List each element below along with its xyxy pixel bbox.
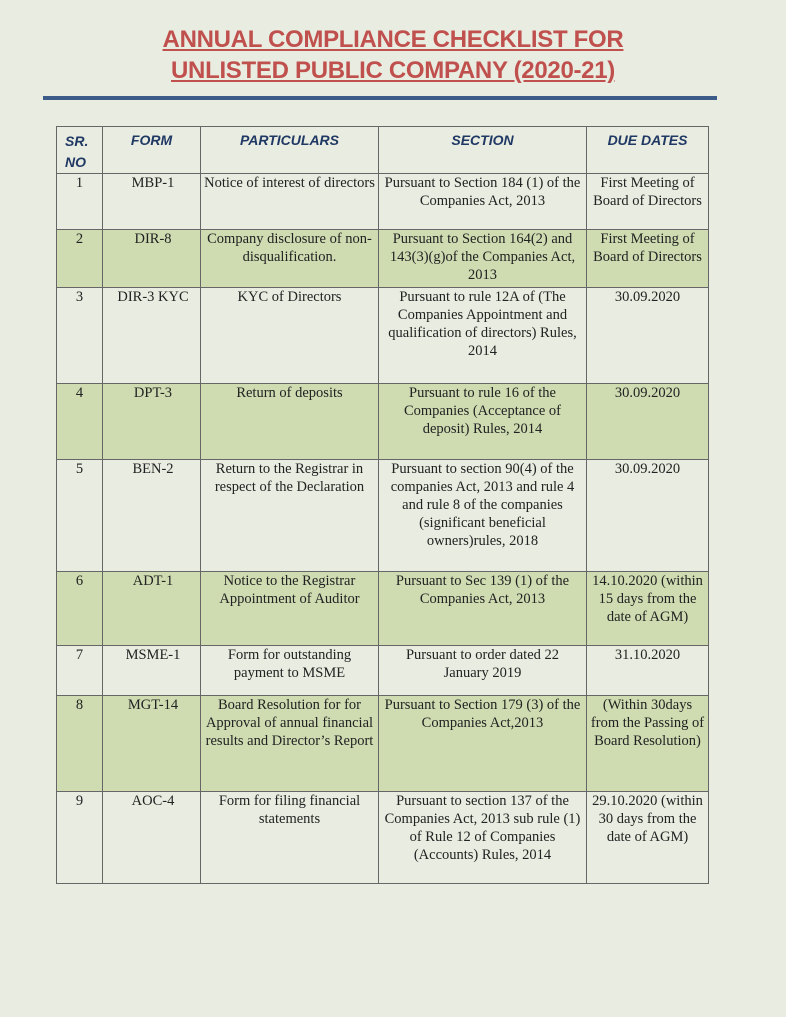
cell-particulars: Notice of interest of directors bbox=[201, 174, 379, 230]
cell-form: DIR-8 bbox=[103, 230, 201, 288]
cell-form: AOC-4 bbox=[103, 792, 201, 884]
cell-due-date: 30.09.2020 bbox=[587, 288, 709, 384]
cell-sr: 2 bbox=[57, 230, 103, 288]
header-form: FORM bbox=[103, 127, 201, 174]
cell-section: Pursuant to section 137 of the Companies Act, 2013 sub rule (1) of Rule 12 of Companies (Accounts) Rules, 2014 bbox=[379, 792, 587, 884]
cell-section: Pursuant to rule 16 of the Companies (Acceptance of deposit) Rules, 2014 bbox=[379, 384, 587, 460]
cell-sr: 1 bbox=[57, 174, 103, 230]
cell-particulars: KYC of Directors bbox=[201, 288, 379, 384]
table-row bbox=[57, 384, 709, 460]
table-row bbox=[57, 288, 709, 384]
table-row bbox=[57, 460, 709, 572]
cell-section: Pursuant to order dated 22 January 2019 bbox=[379, 646, 587, 696]
table-header-row bbox=[57, 127, 709, 174]
compliance-table bbox=[56, 126, 709, 884]
cell-form: DIR-3 KYC bbox=[103, 288, 201, 384]
cell-form: ADT-1 bbox=[103, 572, 201, 646]
header-sr-no: SR. NO bbox=[57, 127, 103, 174]
cell-due-date: 31.10.2020 bbox=[587, 646, 709, 696]
cell-section: Pursuant to Section 179 (3) of the Companies Act,2013 bbox=[379, 696, 587, 792]
table-row bbox=[57, 792, 709, 884]
title-line-1: ANNUAL COMPLIANCE CHECKLIST FOR bbox=[162, 26, 624, 53]
cell-due-date: First Meeting of Board of Directors bbox=[587, 174, 709, 230]
cell-form: BEN-2 bbox=[103, 460, 201, 572]
cell-section: Pursuant to Section 184 (1) of the Companies Act, 2013 bbox=[379, 174, 587, 230]
cell-particulars: Notice to the Registrar Appointment of Auditor bbox=[201, 572, 379, 646]
cell-section: Pursuant to rule 12A of (The Companies Appointment and qualification of directors) Rules, 2014 bbox=[379, 288, 587, 384]
header-particulars: PARTICULARS bbox=[201, 127, 379, 174]
cell-form: MGT-14 bbox=[103, 696, 201, 792]
table-row bbox=[57, 696, 709, 792]
cell-particulars: Form for outstanding payment to MSME bbox=[201, 646, 379, 696]
cell-due-date: 29.10.2020 (within 30 days from the date of AGM) bbox=[587, 792, 709, 884]
cell-particulars: Return of deposits bbox=[201, 384, 379, 460]
cell-due-date: First Meeting of Board of Directors bbox=[587, 230, 709, 288]
cell-due-date: 30.09.2020 bbox=[587, 384, 709, 460]
cell-section: Pursuant to Section 164(2) and 143(3)(g)of the Companies Act, 2013 bbox=[379, 230, 587, 288]
cell-due-date: (Within 30days from the Passing of Board Resolution) bbox=[587, 696, 709, 792]
page-title bbox=[0, 24, 786, 86]
table-row bbox=[57, 230, 709, 288]
cell-particulars: Form for filing financial statements bbox=[201, 792, 379, 884]
cell-due-date: 14.10.2020 (within 15 days from the date of AGM) bbox=[587, 572, 709, 646]
table-row bbox=[57, 174, 709, 230]
cell-particulars: Board Resolution for for Approval of annual financial results and Director’s Report bbox=[201, 696, 379, 792]
header-section: SECTION bbox=[379, 127, 587, 174]
cell-sr: 6 bbox=[57, 572, 103, 646]
header-due-dates: DUE DATES bbox=[587, 127, 709, 174]
cell-form: MSME-1 bbox=[103, 646, 201, 696]
cell-sr: 3 bbox=[57, 288, 103, 384]
table-row bbox=[57, 646, 709, 696]
title-divider bbox=[43, 96, 717, 100]
cell-sr: 7 bbox=[57, 646, 103, 696]
cell-due-date: 30.09.2020 bbox=[587, 460, 709, 572]
cell-sr: 8 bbox=[57, 696, 103, 792]
cell-particulars: Company disclosure of non-disqualification. bbox=[201, 230, 379, 288]
cell-section: Pursuant to Sec 139 (1) of the Companies Act, 2013 bbox=[379, 572, 587, 646]
cell-form: DPT-3 bbox=[103, 384, 201, 460]
cell-form: MBP-1 bbox=[103, 174, 201, 230]
cell-sr: 9 bbox=[57, 792, 103, 884]
title-line-2: UNLISTED PUBLIC COMPANY (2020-21) bbox=[171, 57, 615, 84]
cell-section: Pursuant to section 90(4) of the companies Act, 2013 and rule 4 and rule 8 of the companies (significant beneficial owners)rules, 2018 bbox=[379, 460, 587, 572]
cell-particulars: Return to the Registrar in respect of the Declaration bbox=[201, 460, 379, 572]
cell-sr: 4 bbox=[57, 384, 103, 460]
cell-sr: 5 bbox=[57, 460, 103, 572]
table-row bbox=[57, 572, 709, 646]
